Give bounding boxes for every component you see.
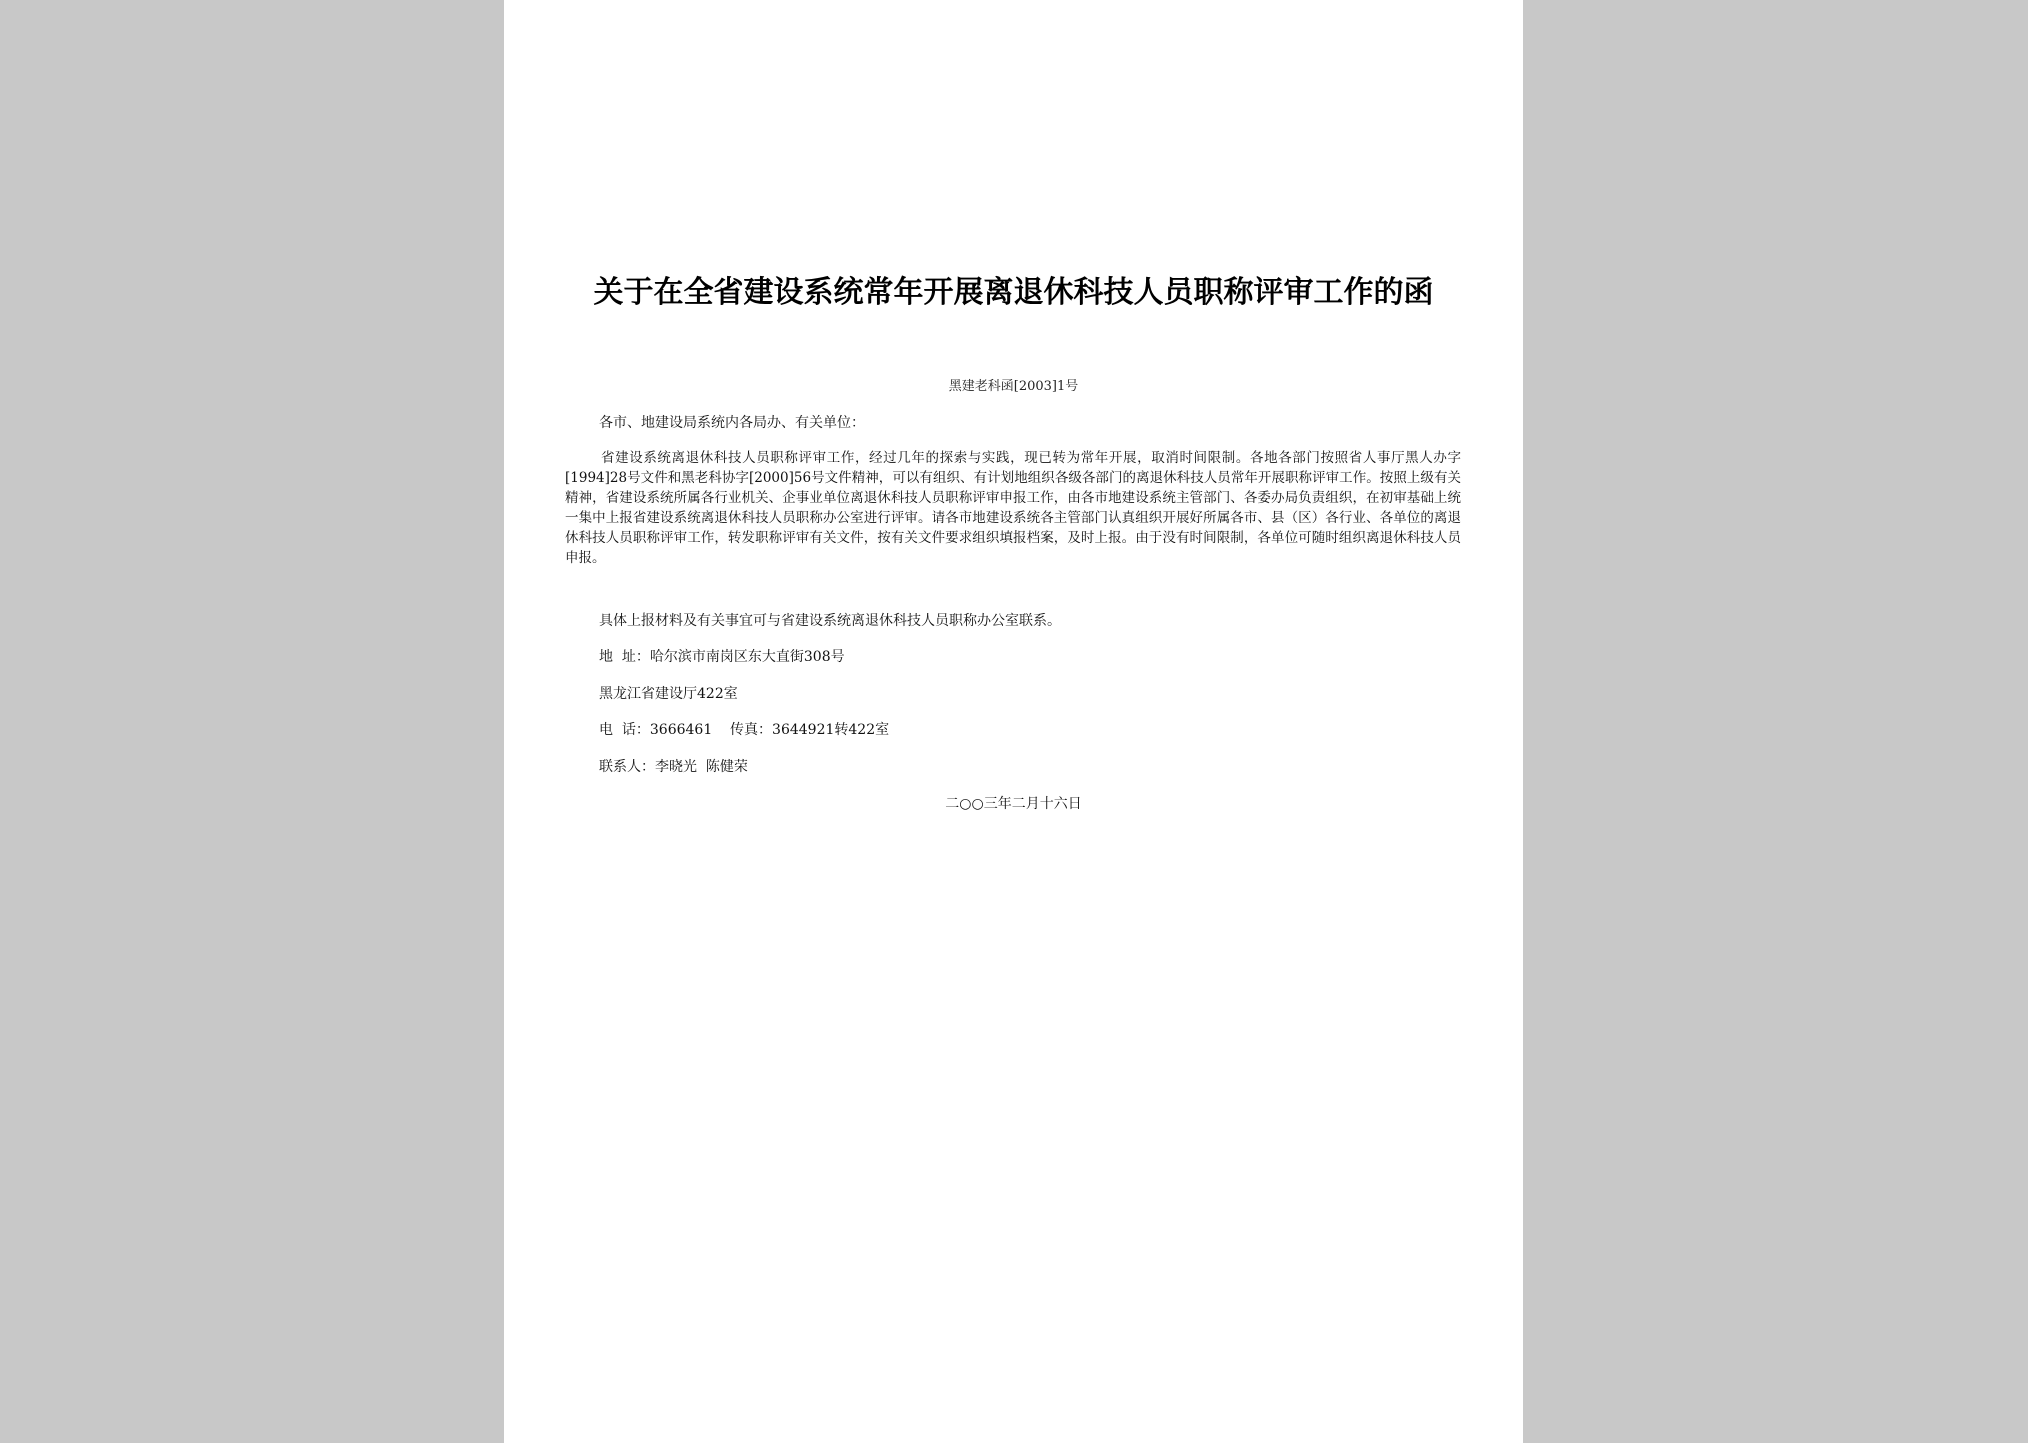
document-number: 黑建老科函[2003]1号 xyxy=(948,379,1079,394)
body-paragraph: 省建设系统离退休科技人员职称评审工作，经过几年的探索与实践，现已转为常年开展，取消时间限制。各地各部门按照省人事厅黑人办字[1994]28号文件和黑老科协字[2000]56号文件精神，可以有组织、有计划地组织各级各部门的离退休科技人员常年开展职称评审工作。按照上级有关精神，省建设系统所属各行业机关、企事业单位离退休科技人员职称评审申报工作，由各市地建设系统主管部门、各委办局负责组织，在初审基础上统一集中上报省建设系统离退休科技人员职称办公室进行评审。请各市地建设系统各主管部门认真组织开展好所属各市、县（区）各行业、各单位的离退休科技人员职称评审工作，转发职称评审有关文件，按有关文件要求组织填报档案，及时上报。由于没有时间限制，各单位可随时组织离退休科技人员申报。 xyxy=(565,450,1461,566)
contacts-line: 联系人：李晓光 陈健荣 xyxy=(599,759,748,775)
phone-fax-line: 电 话：3666461 传真：3644921转422室 xyxy=(599,722,890,738)
salutation: 各市、地建设局系统内各局办、有关单位： xyxy=(599,415,865,431)
address-line: 地 址：哈尔滨市南岗区东大直街308号 xyxy=(599,649,845,665)
contact-intro: 具体上报材料及有关事宜可与省建设系统离退休科技人员职称办公室联系。 xyxy=(599,613,1061,629)
office-line: 黑龙江省建设厅422室 xyxy=(599,686,738,702)
document-date: 二○○三年二月十六日 xyxy=(945,796,1082,812)
document-title: 关于在全省建设系统常年开展离退休科技人员职称评审工作的函 xyxy=(593,275,1434,310)
document-page xyxy=(504,0,1523,1443)
